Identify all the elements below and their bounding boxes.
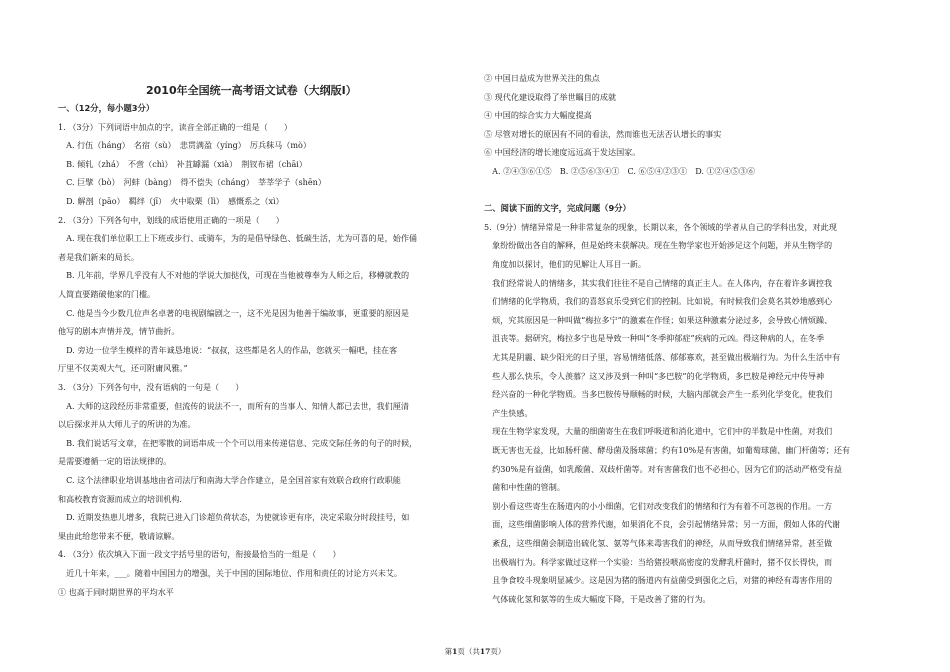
- left-line: C. 巨擘（bò） 河蚌（bàng） 得不偿失（cháng） 莘莘学子（shēn）: [58, 177, 326, 188]
- right-line: 产生快感。: [484, 407, 533, 418]
- right-line: 沮丧等。据研究，梅拉多宁也是导致一种叫“冬季抑郁症”疾病的元凶。得这种病的人，在冬季: [484, 333, 825, 344]
- right-line: 烦，究其原因是一种叫做“梅拉多宁”的激素在作怪；如果这种激素分泌过多，会导致心情烦躁、: [484, 314, 833, 325]
- left-line: C. 他是当今少数几位声名卓著的电视剧编剧之一，这不光是因为他善于编故事，更重要的原因是: [58, 307, 409, 318]
- right-line: 气体硫化氢和氨等的生成大幅度下降，于是改善了猪的行为。: [484, 593, 711, 604]
- left-line: B. 我们说话写文章，在把零散的词语串成一个个可以用来传递信息、完成交际任务的句子的时候，: [58, 437, 418, 448]
- right-line: 既无害也无益，比如肠杆菌、酵母菌及肠球菌；约有10%是有害菌，如葡萄球菌、幽门杆菌等；还有: [484, 445, 851, 455]
- left-line: B. 几年前，学界几乎没有人不对他的学说大加挞伐，可现在当他被尊奉为人师之后，移樽就教的: [58, 270, 410, 281]
- left-line: A. 大师的这段经历非常重要，但流传的说法不一，而所有的当事人、知情人都已去世，我们厘清: [58, 400, 409, 411]
- right-line: 角度加以探讨，他们的见解让人耳目一新。: [484, 259, 646, 269]
- left-line: 和高校教育资源而成立的培训机构.: [58, 493, 182, 504]
- right-line: 菌和中性菌的管制。: [484, 482, 565, 493]
- right-line: 5.（9分）情绪异常是一种非常复杂的现象，长期以来，各个领域的学者从自己的学科出发，对此现: [484, 221, 837, 232]
- left-line: ① 也高于同时期世界的平均水平: [58, 586, 174, 597]
- footer-prefix: 第: [444, 647, 453, 656]
- left-line: A. 行伍（háng） 名宿（sù） 悲贯满盈（yíng） 厉兵秣马（mò）: [58, 140, 311, 151]
- left-line: A. 现在我们单位职工上下班或步行、或骑车，为的是倡导绿色、低碳生活，尤为可喜的是，始作俑: [58, 233, 418, 244]
- left-line: 2. （3分）下列各句中，划线的成语使用正确的一项是（ ）: [58, 214, 284, 225]
- left-line: D. 解剖（pāo） 羁绊（jī） 火中取栗（lì） 感慨系之（xì）: [58, 196, 284, 206]
- right-line: 我们经常说人的情绪多，其实我们往往不是自己情绪的真正主人。在人体内，存在着许多调控我: [484, 277, 833, 288]
- footer-page-number: 1: [452, 647, 458, 656]
- left-line: 3. （3分）下列各句中，没有语病的一句是（ ）: [58, 382, 244, 392]
- right-line: 些人那么快乐，令人羡慕？这又涉及到一种叫“多巴胺”的化学物质，多巴胺是神经元中传导神: [484, 370, 825, 381]
- right-line: ⑥ 中国经济的增长速度远远高于发达国家。: [484, 147, 641, 158]
- right-line: 且争食咬斗现象明显减少。这是因为猪的肠道内有益菌受到强化之后，对猪的神经有毒害作用的: [484, 575, 833, 586]
- right-line: 二、阅读下面的文字，完成问题（9分）: [484, 203, 631, 214]
- right-line: 出极端行为。科学家做过这样一个实验：当给猪投喂高密度的发酵乳杆菌时，猪不仅长得快，而: [484, 556, 833, 567]
- right-line: 面，这些细菌影响人体的营养代谢，如果消化不良，会引起情绪异常；另一方面，假如人体的代谢: [484, 519, 841, 530]
- left-line: 者是我们新来的局长。: [58, 251, 139, 262]
- footer-mid: 页（共: [457, 647, 480, 656]
- left-line: 1. （3分）下列词语中加点的字，读音全部正确的一组是（ ）: [58, 121, 292, 132]
- page-title: 2010年全国统一高考语文试卷（大纲版Ⅰ）: [146, 84, 357, 97]
- right-line: 约30%是有益菌，如乳酸菌、双歧杆菌等。对有害菌我们也不必担心，因为它们的活动严格受有益: [484, 463, 842, 474]
- right-line: ⑤ 尽管对增长的原因有不同的看法，然而谁也无法否认增长的事实: [484, 128, 722, 139]
- left-line: 果由此给您带来不便，敬请谅解。: [58, 530, 180, 541]
- left-line: 人简直要踏破他家的门槛。: [58, 289, 156, 299]
- right-line: 别小看这些寄生在肠道内的小小细菌，它们对改变我们的情绪和行为有着不可忽视的作用。一方: [484, 500, 833, 511]
- left-line: 厅里不仅美观大气，还可附庸风雅。”: [58, 363, 188, 374]
- right-line: 经兴奋的一种化学物质。当多巴胺传导顺畅的时候，大脑内部就会产生一系列化学变化，使我们: [484, 389, 833, 400]
- left-line: D. 旁边一位学生模样的青年诚恳地说：“叔叔，这些都是名人的作品，您就买一幅吧，挂在客: [58, 344, 398, 355]
- left-line: 4. （3分）依次填入下面一段文字括号里的语句，衔接最恰当的一组是（ ）: [58, 549, 341, 560]
- right-line: 们情绪的化学物质，我们的喜怒哀乐受到它们的控制。比如说，有时候我们会莫名其妙地感到心: [484, 296, 833, 307]
- right-line: 现在生物学家发现，大量的细菌寄生在我们呼吸道和消化道中，它们中的半数是中性菌，对我们: [484, 426, 833, 437]
- right-line: 尤其是阴霾、缺少阳光的日子里，容易情绪低落、郁郁寡欢，甚至做出极端行为。为什么生活中有: [484, 352, 841, 362]
- left-line: 一、（12分，每小题3分）: [58, 103, 155, 113]
- left-line: C. 这个法律职业培训基地由省司法厅和南海大学合作建立，是全国首家有效联合政府行政职能: [58, 475, 401, 485]
- left-line: 近几十年来，___。随着中国国力的增强，关于中国的国际地位、作用和责任的讨论方兴未艾。: [58, 568, 402, 578]
- left-line: D. 近期发热患儿增多，我院已进入门诊超负荷状态，为使就诊更有序，决定采取分时段挂号，如: [58, 512, 410, 523]
- right-line: ③ 现代化建设取得了举世瞩目的成就: [484, 91, 617, 102]
- right-line: ④ 中国的综合实力大幅度提高: [484, 110, 592, 121]
- footer-suffix: 页）: [490, 647, 506, 656]
- left-line: 以后探求并从大师儿子的所讲的为准。: [58, 419, 196, 430]
- right-line: ② 中国日益成为世界关注的焦点: [484, 73, 600, 83]
- page-footer: [0, 646, 950, 657]
- footer-total-pages: 17: [479, 647, 491, 656]
- left-line: 他写的剧本声情并茂，情节曲折。: [58, 326, 180, 337]
- left-line: B. 倾轧（zhá） 不啻（chì） 补苴罅漏（xià） 荆钗布裙（chāi）: [58, 158, 307, 169]
- left-line: 是需要遵循一定的语法规律的。: [58, 456, 172, 467]
- right-line: 象纷纷做出各自的解释，但是始终未获解决。现在生物学家也开始涉足这个问题，并从生物学的: [484, 240, 833, 251]
- right-line: 紊乱，这些细菌会制造出硫化氢、氨等气体来毒害我们的神经，从而导致我们情绪异常，甚至做: [484, 538, 833, 548]
- right-line: A. ②④③⑥①⑤ B. ②⑤⑥③④① C. ⑥⑤④②③① D. ①②④⑤③⑥: [484, 166, 756, 176]
